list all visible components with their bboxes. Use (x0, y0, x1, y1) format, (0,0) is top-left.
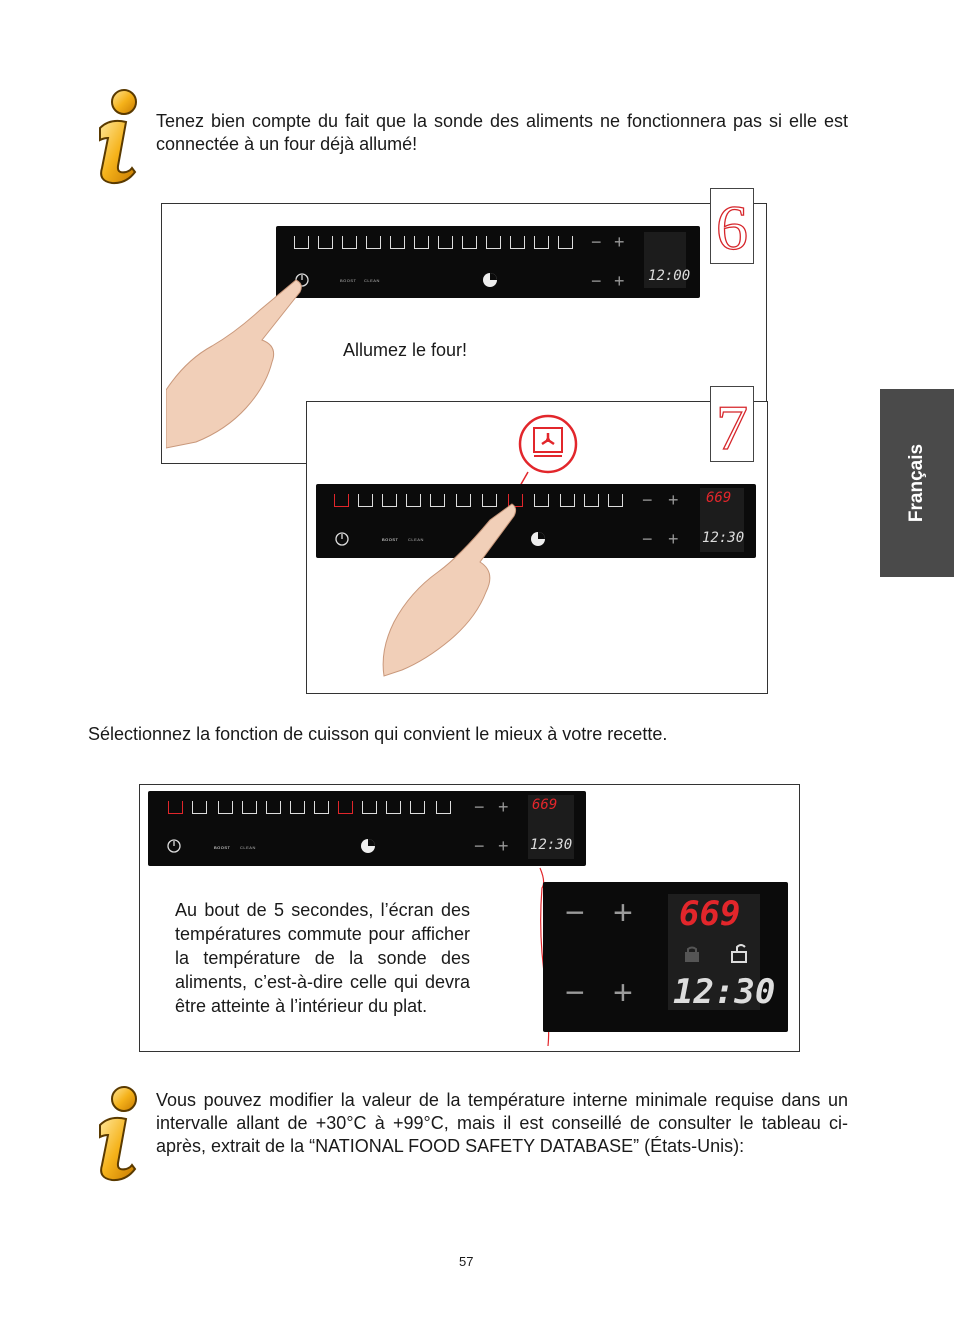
hand-pointing-icon (166, 270, 316, 450)
power-icon[interactable] (166, 838, 182, 854)
clean-label[interactable]: CLEAN (240, 845, 256, 850)
temp-plus-button[interactable]: + (614, 232, 625, 252)
timer-icon[interactable] (360, 838, 376, 854)
timer-icon[interactable] (482, 272, 498, 288)
zoom-time-display: 12:30 (673, 972, 776, 1012)
temp-plus-button[interactable]: + (498, 797, 509, 817)
zoom-temp-display: 669 (679, 894, 741, 934)
info-i-icon (88, 1085, 144, 1185)
hand-pointing-icon (380, 500, 520, 680)
step7-number-box (710, 386, 754, 462)
step7-number: 7 (716, 392, 748, 461)
probe-info-text: Au bout de 5 secondes, l’écran des températures commute pour afficher la température de la sonde des aliments, c’est-à-dire celle qui devra être atteinte à l’intérieur du plat. (175, 900, 470, 1016)
fn-icon[interactable] (242, 801, 257, 814)
fn-icon[interactable] (486, 236, 501, 249)
boost-label[interactable]: BOOST (340, 278, 357, 283)
time-display: 12:30 (530, 837, 573, 853)
fn-icon[interactable] (318, 236, 333, 249)
fn-icon[interactable] (534, 236, 549, 249)
lock-open-icon (729, 942, 751, 964)
language-tab-label: Français (906, 443, 927, 523)
zoom-time-plus-button[interactable]: + (613, 974, 633, 1012)
temp-display: 669 (532, 797, 558, 813)
page-number: 57 (459, 1254, 474, 1269)
temp-minus-button[interactable]: − (642, 490, 653, 510)
fn-icon[interactable] (534, 494, 549, 507)
language-tab (880, 389, 954, 577)
fn-icon[interactable] (358, 494, 373, 507)
fn-icon[interactable] (218, 801, 233, 814)
fn-icon[interactable] (266, 801, 281, 814)
zoom-temp-minus-button[interactable]: − (565, 894, 585, 932)
fn-icon[interactable] (510, 236, 525, 249)
time-plus-button[interactable]: + (668, 529, 679, 549)
time-plus-button[interactable]: + (614, 271, 625, 291)
fn-icon[interactable] (438, 236, 453, 249)
fn-light-icon[interactable] (168, 801, 183, 814)
clean-label[interactable]: CLEAN (408, 537, 424, 542)
select-function-text: Sélectionnez la fonction de cuisson qui convient le mieux à votre recette. (88, 724, 668, 744)
fn-fan-icon-selected[interactable] (338, 801, 353, 814)
fn-icon[interactable] (314, 801, 329, 814)
clean-label[interactable]: CLEAN (364, 278, 380, 283)
oven-control-panel-step6 (276, 226, 700, 298)
temp-display: 669 (706, 490, 732, 506)
temperature-range-text: Vous pouvez modifier la valeur de la température interne minimale requise dans un intervalle allant de +30°C à +99°C, mais il est conseillé de consulter le tableau ci-après, extrait de la “NATIONAL FOOD SAFETY DATABASE” (États-Unis): (156, 1090, 848, 1156)
fn-icon[interactable] (558, 236, 573, 249)
boost-label[interactable]: BOOST (382, 537, 399, 542)
time-minus-button[interactable]: − (474, 836, 485, 856)
fn-icon[interactable] (436, 801, 451, 814)
boost-label[interactable]: BOOST (214, 845, 231, 850)
temp-minus-button[interactable]: − (591, 232, 602, 252)
fn-icon[interactable] (414, 236, 429, 249)
fn-icon[interactable] (560, 494, 575, 507)
step6-number: 6 (716, 192, 748, 263)
timer-icon[interactable] (530, 531, 546, 547)
time-display: 12:00 (648, 268, 691, 284)
temp-plus-button[interactable]: + (668, 490, 679, 510)
fn-light-icon[interactable] (294, 236, 309, 249)
fn-icon[interactable] (342, 236, 357, 249)
step6-number-box (710, 188, 754, 264)
oven-control-panel-probe (148, 791, 586, 866)
fn-icon[interactable] (386, 801, 401, 814)
fn-icon[interactable] (290, 801, 305, 814)
zoom-temp-plus-button[interactable]: + (613, 894, 633, 932)
time-display: 12:30 (702, 530, 745, 546)
zoomed-display-panel (543, 882, 788, 1032)
time-minus-button[interactable]: − (591, 271, 602, 291)
info-i-icon (88, 88, 144, 188)
power-icon[interactable] (334, 531, 350, 547)
temp-minus-button[interactable]: − (474, 797, 485, 817)
time-minus-button[interactable]: − (642, 529, 653, 549)
fn-icon[interactable] (366, 236, 381, 249)
fn-icon[interactable] (192, 801, 207, 814)
fn-icon[interactable] (410, 801, 425, 814)
fn-light-icon[interactable] (334, 494, 349, 507)
fn-icon[interactable] (584, 494, 599, 507)
time-plus-button[interactable]: + (498, 836, 509, 856)
step6-caption: Allumez le four! (343, 340, 468, 360)
fn-fan-icon[interactable] (462, 236, 477, 249)
fn-icon[interactable] (390, 236, 405, 249)
fan-function-zoom-icon (518, 414, 578, 474)
fn-icon[interactable] (608, 494, 623, 507)
zoom-time-minus-button[interactable]: − (565, 974, 585, 1012)
probe-warning-text: Tenez bien compte du fait que la sonde des aliments ne fonctionnera pas si elle est connectée à un four déjà allumé! (156, 111, 848, 154)
lock-closed-icon (683, 946, 703, 964)
fn-icon[interactable] (362, 801, 377, 814)
